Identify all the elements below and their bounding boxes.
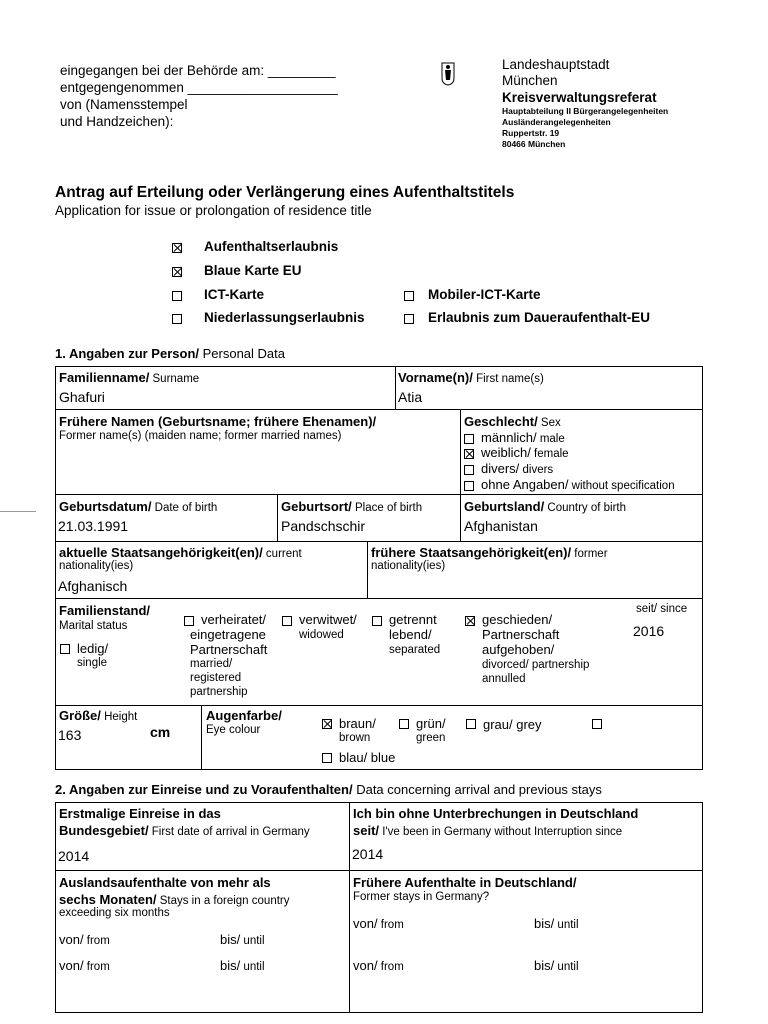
abroad-stays-label-de: sechs Monaten/ (59, 892, 157, 907)
marital-widowed-en: widowed (299, 629, 344, 641)
address-line-2: Ausländerangelegenheiten (502, 117, 611, 127)
marital-single-en: single (77, 657, 108, 669)
marital-divorced-de-1: geschieden/ (482, 612, 553, 627)
from-en: from (83, 935, 110, 947)
sex-female-de: weiblich/ (481, 445, 531, 460)
checkbox-marital-single[interactable] (60, 644, 70, 654)
eye-grey-label: grau/ grey (483, 717, 542, 732)
until-en: until (554, 961, 579, 973)
from-en: from (377, 961, 404, 973)
margin-mark (0, 511, 36, 512)
label-ict-karte: ICT-Karte (204, 287, 265, 302)
city-name-2: München (502, 73, 558, 88)
former-nationality-label-en-2: nationality(ies) (371, 560, 446, 572)
section-1-heading (55, 346, 285, 361)
continuous-stay-label-de: seit/ (353, 823, 380, 838)
until-de: bis/ (220, 958, 241, 973)
marital-separated-de-2: lebend/ (389, 627, 432, 642)
nationality-label-en: current (262, 548, 302, 560)
pob-label-de: Geburtsort/ (281, 499, 352, 514)
department-name: Kreisverwaltungsreferat (502, 90, 657, 105)
surname-label (59, 370, 199, 385)
checkbox-marital-widowed[interactable] (282, 616, 292, 626)
address-line-3: Ruppertstr. 19 (502, 128, 560, 138)
abroad-stays-label-en: Stays in a foreign country (156, 895, 290, 907)
first-arrival-label-en: First date of arrival in Germany (148, 826, 310, 838)
sex-label-de: Geschlecht/ (464, 414, 538, 429)
nationality-label-en-2: nationality(ies) (59, 560, 134, 572)
checkbox-ict-karte[interactable] (172, 291, 182, 301)
marital-married-de-3: Partnerschaft (190, 642, 268, 657)
first-arrival-field[interactable]: 2014 (58, 848, 90, 864)
sex-unspecified-de: ohne Angaben/ (481, 477, 569, 492)
sex-male-en: male (536, 433, 565, 445)
checkbox-marital-separated[interactable] (372, 616, 382, 626)
sex-unspecified-label (481, 477, 675, 492)
from-de: von/ (59, 932, 84, 947)
sex-label (464, 414, 561, 429)
abroad-until-1[interactable] (220, 932, 265, 947)
pob-field[interactable]: Pandschschir (281, 518, 366, 534)
sex-male-label (481, 430, 565, 445)
sex-female-label (481, 445, 569, 460)
former-until-1[interactable] (534, 916, 579, 931)
eye-brown-en: brown (339, 732, 371, 744)
first-arrival-label-1: Erstmalige Einreise in das (59, 806, 221, 821)
section-1-heading-de: 1. Angaben zur Person/ (55, 346, 199, 361)
height-unit: cm (150, 724, 171, 740)
divider (55, 494, 703, 495)
checkbox-eye-blue[interactable] (322, 753, 332, 763)
divider (55, 705, 703, 706)
sex-label-en: Sex (537, 417, 561, 429)
height-label-en: Height (100, 711, 138, 723)
marital-widowed-de: verwitwet/ (299, 612, 357, 627)
checkbox-daueraufenthalt-eu[interactable] (404, 314, 414, 324)
surname-label-de: Familienname/ (59, 370, 150, 385)
former-until-2[interactable] (534, 958, 579, 973)
received-line-2: entgegengenommen ____________________ (60, 80, 338, 95)
dob-field[interactable]: 21.03.1991 (58, 518, 129, 534)
checkbox-eye-green[interactable] (399, 719, 409, 729)
checkbox-marital-divorced[interactable] (465, 616, 475, 626)
continuous-stay-label-2 (353, 823, 622, 838)
cob-label (464, 499, 626, 514)
firstname-label-de: Vorname(n)/ (398, 370, 473, 385)
dob-label (59, 499, 217, 514)
marital-married-en-1: married/ (190, 658, 233, 670)
former-stays-label: Frühere Aufenthalte in Deutschland/ (353, 875, 577, 890)
divider (367, 541, 368, 598)
sex-male-de: männlich/ (481, 430, 537, 445)
city-name-1: Landeshauptstadt (502, 57, 610, 72)
section-2-heading-de: 2. Angaben zur Einreise und zu Voraufenthalten/ (55, 782, 353, 797)
dob-label-de: Geburtsdatum/ (59, 499, 152, 514)
marital-since-field[interactable]: 2016 (633, 623, 665, 639)
eye-color-label-en: Eye colour (206, 724, 261, 736)
cob-label-en: Country of birth (544, 502, 627, 514)
until-en: until (240, 961, 265, 973)
checkbox-blaue-karte[interactable] (172, 267, 182, 277)
eye-blue-label: blau/ blue (339, 750, 396, 765)
divider (349, 802, 350, 1013)
marital-label: Familienstand/ (59, 603, 151, 618)
former-names-label-en: Former name(s) (maiden name; former married names) (59, 430, 342, 442)
section-2-heading (55, 782, 602, 797)
abroad-stays-label-en-2: exceeding six months (59, 907, 170, 919)
divider (55, 541, 703, 542)
munich-emblem-icon (441, 62, 455, 86)
until-en: until (240, 935, 265, 947)
checkbox-sex-female[interactable] (464, 449, 474, 459)
until-de: bis/ (534, 958, 555, 973)
received-line-4: und Handzeichen): (60, 114, 174, 129)
height-field[interactable]: 163 (58, 727, 82, 743)
nationality-label-de: aktuelle Staatsangehörigkeit(en)/ (59, 545, 263, 560)
pob-label-en: Place of birth (351, 502, 423, 514)
from-en: from (377, 919, 404, 931)
address-line-4: 80466 München (502, 139, 566, 149)
address-line-1: Hauptabteilung II Bürgerangelegenheiten (502, 106, 669, 116)
marital-single-de: ledig/ (77, 641, 109, 656)
marital-divorced-en-2: annulled (482, 673, 526, 685)
dob-label-en: Date of birth (151, 502, 218, 514)
until-de: bis/ (220, 932, 241, 947)
eye-green-de: grün/ (416, 716, 446, 731)
from-en: from (83, 961, 110, 973)
divider (395, 366, 396, 409)
abroad-stays-label-2 (59, 892, 290, 907)
divider (55, 598, 703, 599)
checkbox-sex-divers[interactable] (464, 465, 474, 475)
marital-married-de-1: verheiratet/ (201, 612, 267, 627)
checkbox-eye-other[interactable] (592, 719, 602, 729)
marital-divorced-en-1: divorced/ partnership (482, 659, 590, 671)
sex-divers-en: divers (519, 464, 554, 476)
continuous-stay-field[interactable]: 2014 (352, 846, 384, 862)
nationality-field[interactable]: Afghanisch (58, 578, 128, 594)
marital-separated-de-1: getrennt (389, 612, 437, 627)
continuous-stay-label-1: Ich bin ohne Unterbrechungen in Deutschland (353, 806, 639, 821)
label-mobiler-ict-karte: Mobiler-ICT-Karte (428, 287, 541, 302)
firstname-label (398, 370, 544, 385)
former-from-1[interactable] (353, 916, 404, 931)
first-arrival-label-de: Bundesgebiet/ (59, 823, 149, 838)
surname-label-en: Surname (149, 373, 200, 385)
firstname-label-en: First name(s) (472, 373, 544, 385)
label-blaue-karte: Blaue Karte EU (204, 263, 302, 278)
from-de: von/ (59, 958, 84, 973)
abroad-from-2[interactable] (59, 958, 110, 973)
label-daueraufenthalt-eu: Erlaubnis zum Daueraufenthalt-EU (428, 310, 651, 325)
marital-divorced-de-3: aufgehoben/ (482, 642, 555, 657)
until-en: until (554, 919, 579, 931)
section-1-heading-en: Personal Data (199, 346, 285, 361)
checkbox-niederlassungserlaubnis[interactable] (172, 314, 182, 324)
eye-brown-de: braun/ (339, 716, 376, 731)
sex-unspecified-en: without specification (568, 480, 675, 492)
firstname-field[interactable]: Atia (398, 389, 423, 405)
sex-divers-de: divers/ (481, 461, 520, 476)
former-names-label: Frühere Namen (Geburtsname; frühere Ehenamen)/ (59, 414, 377, 429)
cob-label-de: Geburtsland/ (464, 499, 545, 514)
until-de: bis/ (534, 916, 555, 931)
first-arrival-label-2 (59, 823, 310, 838)
continuous-stay-label-en: I've been in Germany without Interruption since (379, 826, 623, 838)
eye-color-label: Augenfarbe/ (206, 708, 282, 723)
checkbox-marital-married[interactable] (184, 616, 194, 626)
former-stays-label-en: Former stays in Germany? (353, 891, 490, 903)
checkbox-mobiler-ict-karte[interactable] (404, 291, 414, 301)
abroad-until-2[interactable] (220, 958, 265, 973)
height-label (59, 708, 137, 723)
sex-female-en: female (530, 448, 569, 460)
divider (277, 494, 278, 541)
divider (55, 870, 703, 871)
marital-married-en-2: registered (190, 672, 242, 684)
received-line-3: von (Namensstempel (60, 97, 188, 112)
pob-label (281, 499, 422, 514)
page-title: Antrag auf Erteilung oder Verlängerung eines Aufenthaltstitels (55, 184, 515, 201)
marital-married-en-3: partnership (190, 686, 248, 698)
divider (55, 409, 703, 410)
marital-since-label: seit/ since (636, 603, 688, 615)
received-line-1: eingegangen bei der Behörde am: _________ (60, 63, 336, 78)
sex-divers-label (481, 461, 553, 476)
surname-field[interactable]: Ghafuri (59, 389, 105, 405)
abroad-stays-label-1: Auslandsaufenthalte von mehr als (59, 875, 271, 890)
checkbox-eye-grey[interactable] (466, 719, 476, 729)
checkbox-aufenthaltserlaubnis[interactable] (172, 243, 182, 253)
from-de: von/ (353, 916, 378, 931)
checkbox-sex-unspecified[interactable] (464, 481, 474, 491)
section-2-heading-en: Data concerning arrival and previous stays (352, 782, 602, 797)
former-nationality-label-de: frühere Staatsangehörigkeit(en)/ (371, 545, 572, 560)
abroad-from-1[interactable] (59, 932, 110, 947)
former-nationality-label (371, 545, 608, 560)
marital-separated-en: separated (389, 644, 441, 656)
from-de: von/ (353, 958, 378, 973)
page-subtitle: Application for issue or prolongation of residence title (55, 203, 372, 218)
cob-field[interactable]: Afghanistan (464, 518, 538, 534)
nationality-label (59, 545, 302, 560)
height-label-de: Größe/ (59, 708, 101, 723)
divider (460, 409, 461, 541)
label-niederlassungserlaubnis: Niederlassungserlaubnis (204, 310, 365, 325)
checkbox-eye-brown[interactable] (322, 719, 332, 729)
label-aufenthaltserlaubnis: Aufenthaltserlaubnis (204, 239, 339, 254)
checkbox-sex-male[interactable] (464, 434, 474, 444)
marital-divorced-de-2: Partnerschaft (482, 627, 560, 642)
divider (201, 705, 202, 770)
former-nationality-label-en: former (571, 548, 608, 560)
marital-label-en: Marital status (59, 620, 128, 632)
former-from-2[interactable] (353, 958, 404, 973)
eye-green-en: green (416, 732, 446, 744)
marital-married-de-2: eingetragene (190, 627, 266, 642)
